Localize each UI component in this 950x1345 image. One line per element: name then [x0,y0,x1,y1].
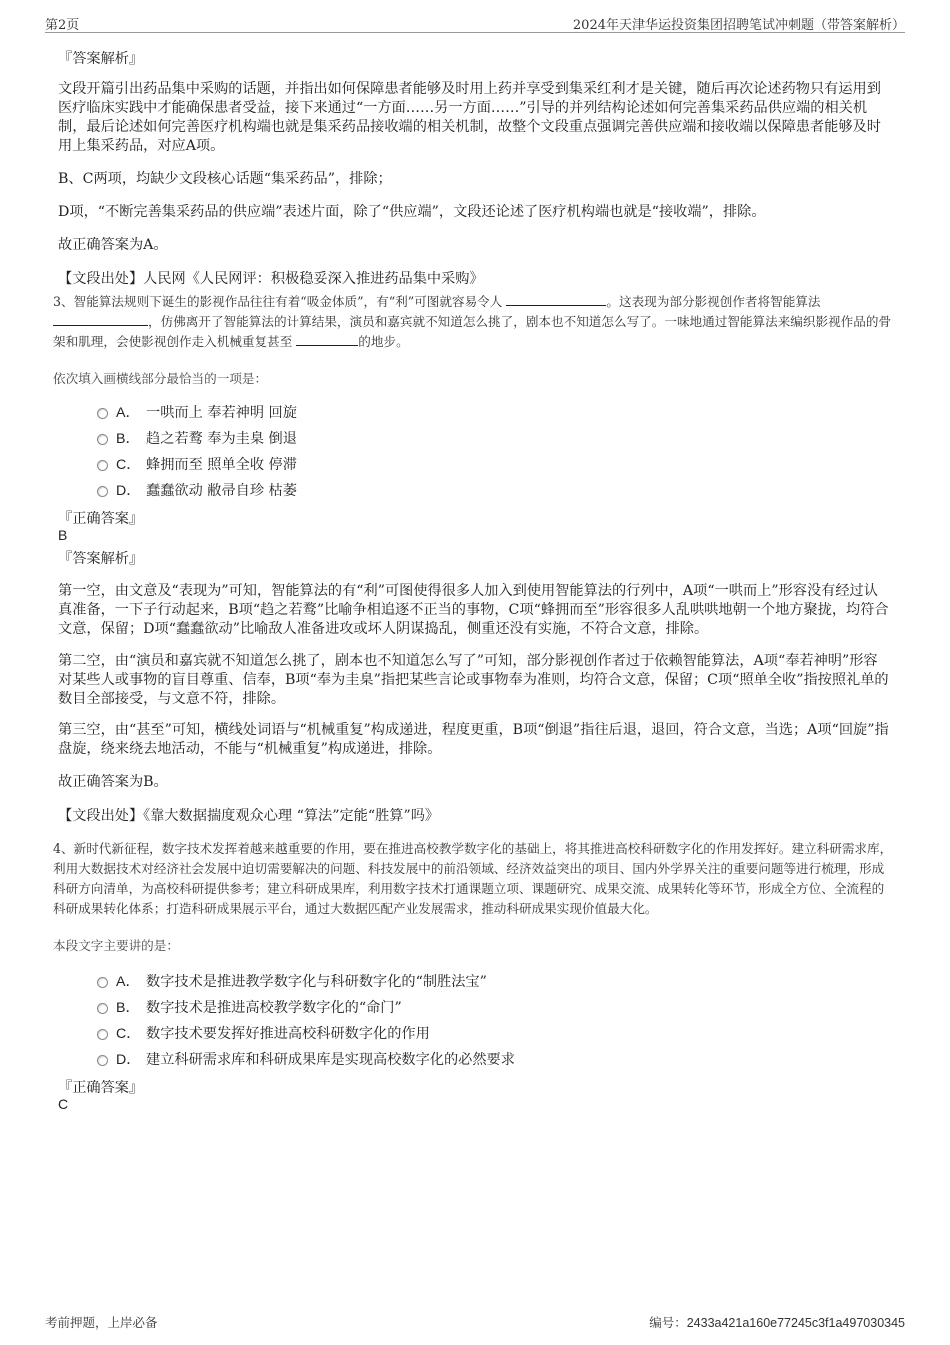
q3-analysis-paragraph-1: 第一空，由文意及“表现为”可知，智能算法的有“利”可图使得很多人加入到使用智能算法的行列中，A项“一哄而上”形容没有经过认真准备，一下子行动起来，B项“趋之若鹜”比喻争相追逐不正当的事物，C项“蜂拥而至”形容很多人乱哄哄地朝一个地方聚拢，均符合文意，保留；D项“蠢蠢欲动”比喻敌人准备进攻或坏人阴谋捣乱，侧重还没有实施，不符合文意，排除。 [58,583,889,637]
document-code: 编号：2433a421a160e77245c3f1a497030345 [649,1315,905,1330]
q3-source: 【文段出处】《靠大数据揣度观众心理 “算法”定能“胜算”吗》 [58,808,440,824]
radio-icon[interactable] [97,1003,108,1014]
blank-2 [53,313,148,326]
q3-analysis-paragraph-3: 第三空，由“甚至”可知，横线处词语与“机械重复”构成递进，程度更重，B项“倒退”指往后退，退回，符合文意，当选；A项“回旋”指盘旋，绕来绕去地活动，不能与“机械重复”构成递进，排除。 [58,722,889,757]
footer-slogan: 考前押题，上岸必备 [45,1315,158,1330]
question-4-text: 4、新时代新征程，数字技术发挥着越来越重要的作用，要在推进高校教学数字化的基础上，将其推进高校科研数字化的作用发挥好。建立科研需求库，利用大数据技术对经济社会发展中迫切需要解决的问题、科技发展中的前沿领域、经济效益突出的项目、国内外学界关注的重要问题等进行梳理，形成科研方向清单，为高校科研提供参考；建立科研成果库，利用数字技术打通课题立项、课题研究、成果交流、成果转化等环节，形成全方位、全流程的科研成果转化体系；打造科研成果展示平台，通过大数据匹配产业发展需求，推动科研成果实现价值最大化。 [53,841,893,916]
q3-correct-label: 『正确答案』 [58,511,144,527]
radio-icon[interactable] [97,1029,108,1040]
document-title: 2024年天津华运投资集团招聘笔试冲刺题（带答案解析） [572,18,905,33]
q2-conclusion: 故正确答案为A。 [58,237,168,253]
q4-option-d[interactable]: D． 建立科研需求库和科研成果库是实现高校数字化的必然要求 [97,1049,515,1069]
question-4-prompt: 本段文字主要讲的是： [53,938,179,953]
q3-analysis-paragraph-2: 第二空，由“演员和嘉宾就不知道怎么挑了，剧本也不知道怎么写了”可知，部分影视创作者过于依赖智能算法，A项“奉若神明”形容对某些人或事物的盲目尊重、信奉，B项“奉为圭臬”指把某些言论或事物奉为准则，均符合文意，保留；C项“照单全收”指按照礼单的数目全部接受，与文意不符，排除。 [58,653,889,707]
q3-correct-answer: B [58,527,68,543]
radio-icon[interactable] [97,977,108,988]
q3-analysis-label: 『答案解析』 [58,551,144,567]
q2-analysis-paragraph-3: D项，“不断完善集采药品的供应端”表述片面，除了“供应端”，文段还论述了医疗机构端也就是“接收端”，排除。 [58,204,766,220]
radio-icon[interactable] [97,460,108,471]
radio-icon[interactable] [97,434,108,445]
q4-correct-label: 『正确答案』 [58,1080,144,1096]
radio-icon[interactable] [97,408,108,419]
q3-conclusion: 故正确答案为B。 [58,774,168,790]
q4-correct-answer: C [58,1096,69,1112]
question-3-text: 3、智能算法规则下诞生的影视作品往往有着“吸金体质”，有“利”可图就容易令人 。这表现为部分影视创作者将智能算法 ，仿佛离开了智能算法的计算结果，演员和嘉宾就不知道怎么挑了，剧本也不知道怎么写了。一味地通过智能算法来编织影视作品的骨架和肌理，会使影视创作走入机械重复甚至 的地步。 [53,294,892,349]
radio-icon[interactable] [97,1055,108,1066]
question-3-prompt: 依次填入画横线部分最恰当的一项是： [53,371,268,386]
blank-1 [506,293,606,306]
q4-option-b[interactable]: B． 数字技术是推进高校教学数字化的“命门” [97,997,402,1017]
radio-icon[interactable] [97,486,108,497]
q3-option-b[interactable]: B． 趋之若鹜 奉为圭臬 倒退 [97,428,297,448]
q3-option-a[interactable]: A． 一哄而上 奉若神明 回旋 [97,402,297,422]
page-number: 第2页 [45,18,80,33]
q2-analysis-paragraph-1: 文段开篇引出药品集中采购的话题，并指出如何保障患者能够及时用上药并享受到集采红利才是关键，随后再次论述药物只有运用到医疗临床实践中才能确保患者受益，接下来通过“一方面……另一方面……”引导的并列结构论述如何完善集采药品供应端的相关机制，最后论述如何完善医疗机构端也就是集采药品接收端的相关机制，故整个文段重点强调完善供应端和接收端以保障患者能够及时用上集采药品，对应A项。 [58,81,881,154]
q3-option-d[interactable]: D． 蠢蠢欲动 敝帚自珍 枯萎 [97,480,297,500]
q4-option-a[interactable]: A． 数字技术是推进教学数字化与科研数字化的“制胜法宝” [97,971,487,991]
blank-3 [296,333,358,346]
q3-option-c[interactable]: C． 蜂拥而至 照单全收 停滞 [97,454,297,474]
q2-analysis-label: 『答案解析』 [58,51,144,67]
page-header [45,14,905,33]
q2-analysis-paragraph-2: B、C两项，均缺少文段核心话题“集采药品”，排除； [58,171,392,187]
q4-option-c[interactable]: C． 数字技术要发挥好推进高校科研数字化的作用 [97,1023,430,1043]
q2-source: 【文段出处】人民网《人民网评：积极稳妥深入推进药品集中采购》 [58,271,484,287]
